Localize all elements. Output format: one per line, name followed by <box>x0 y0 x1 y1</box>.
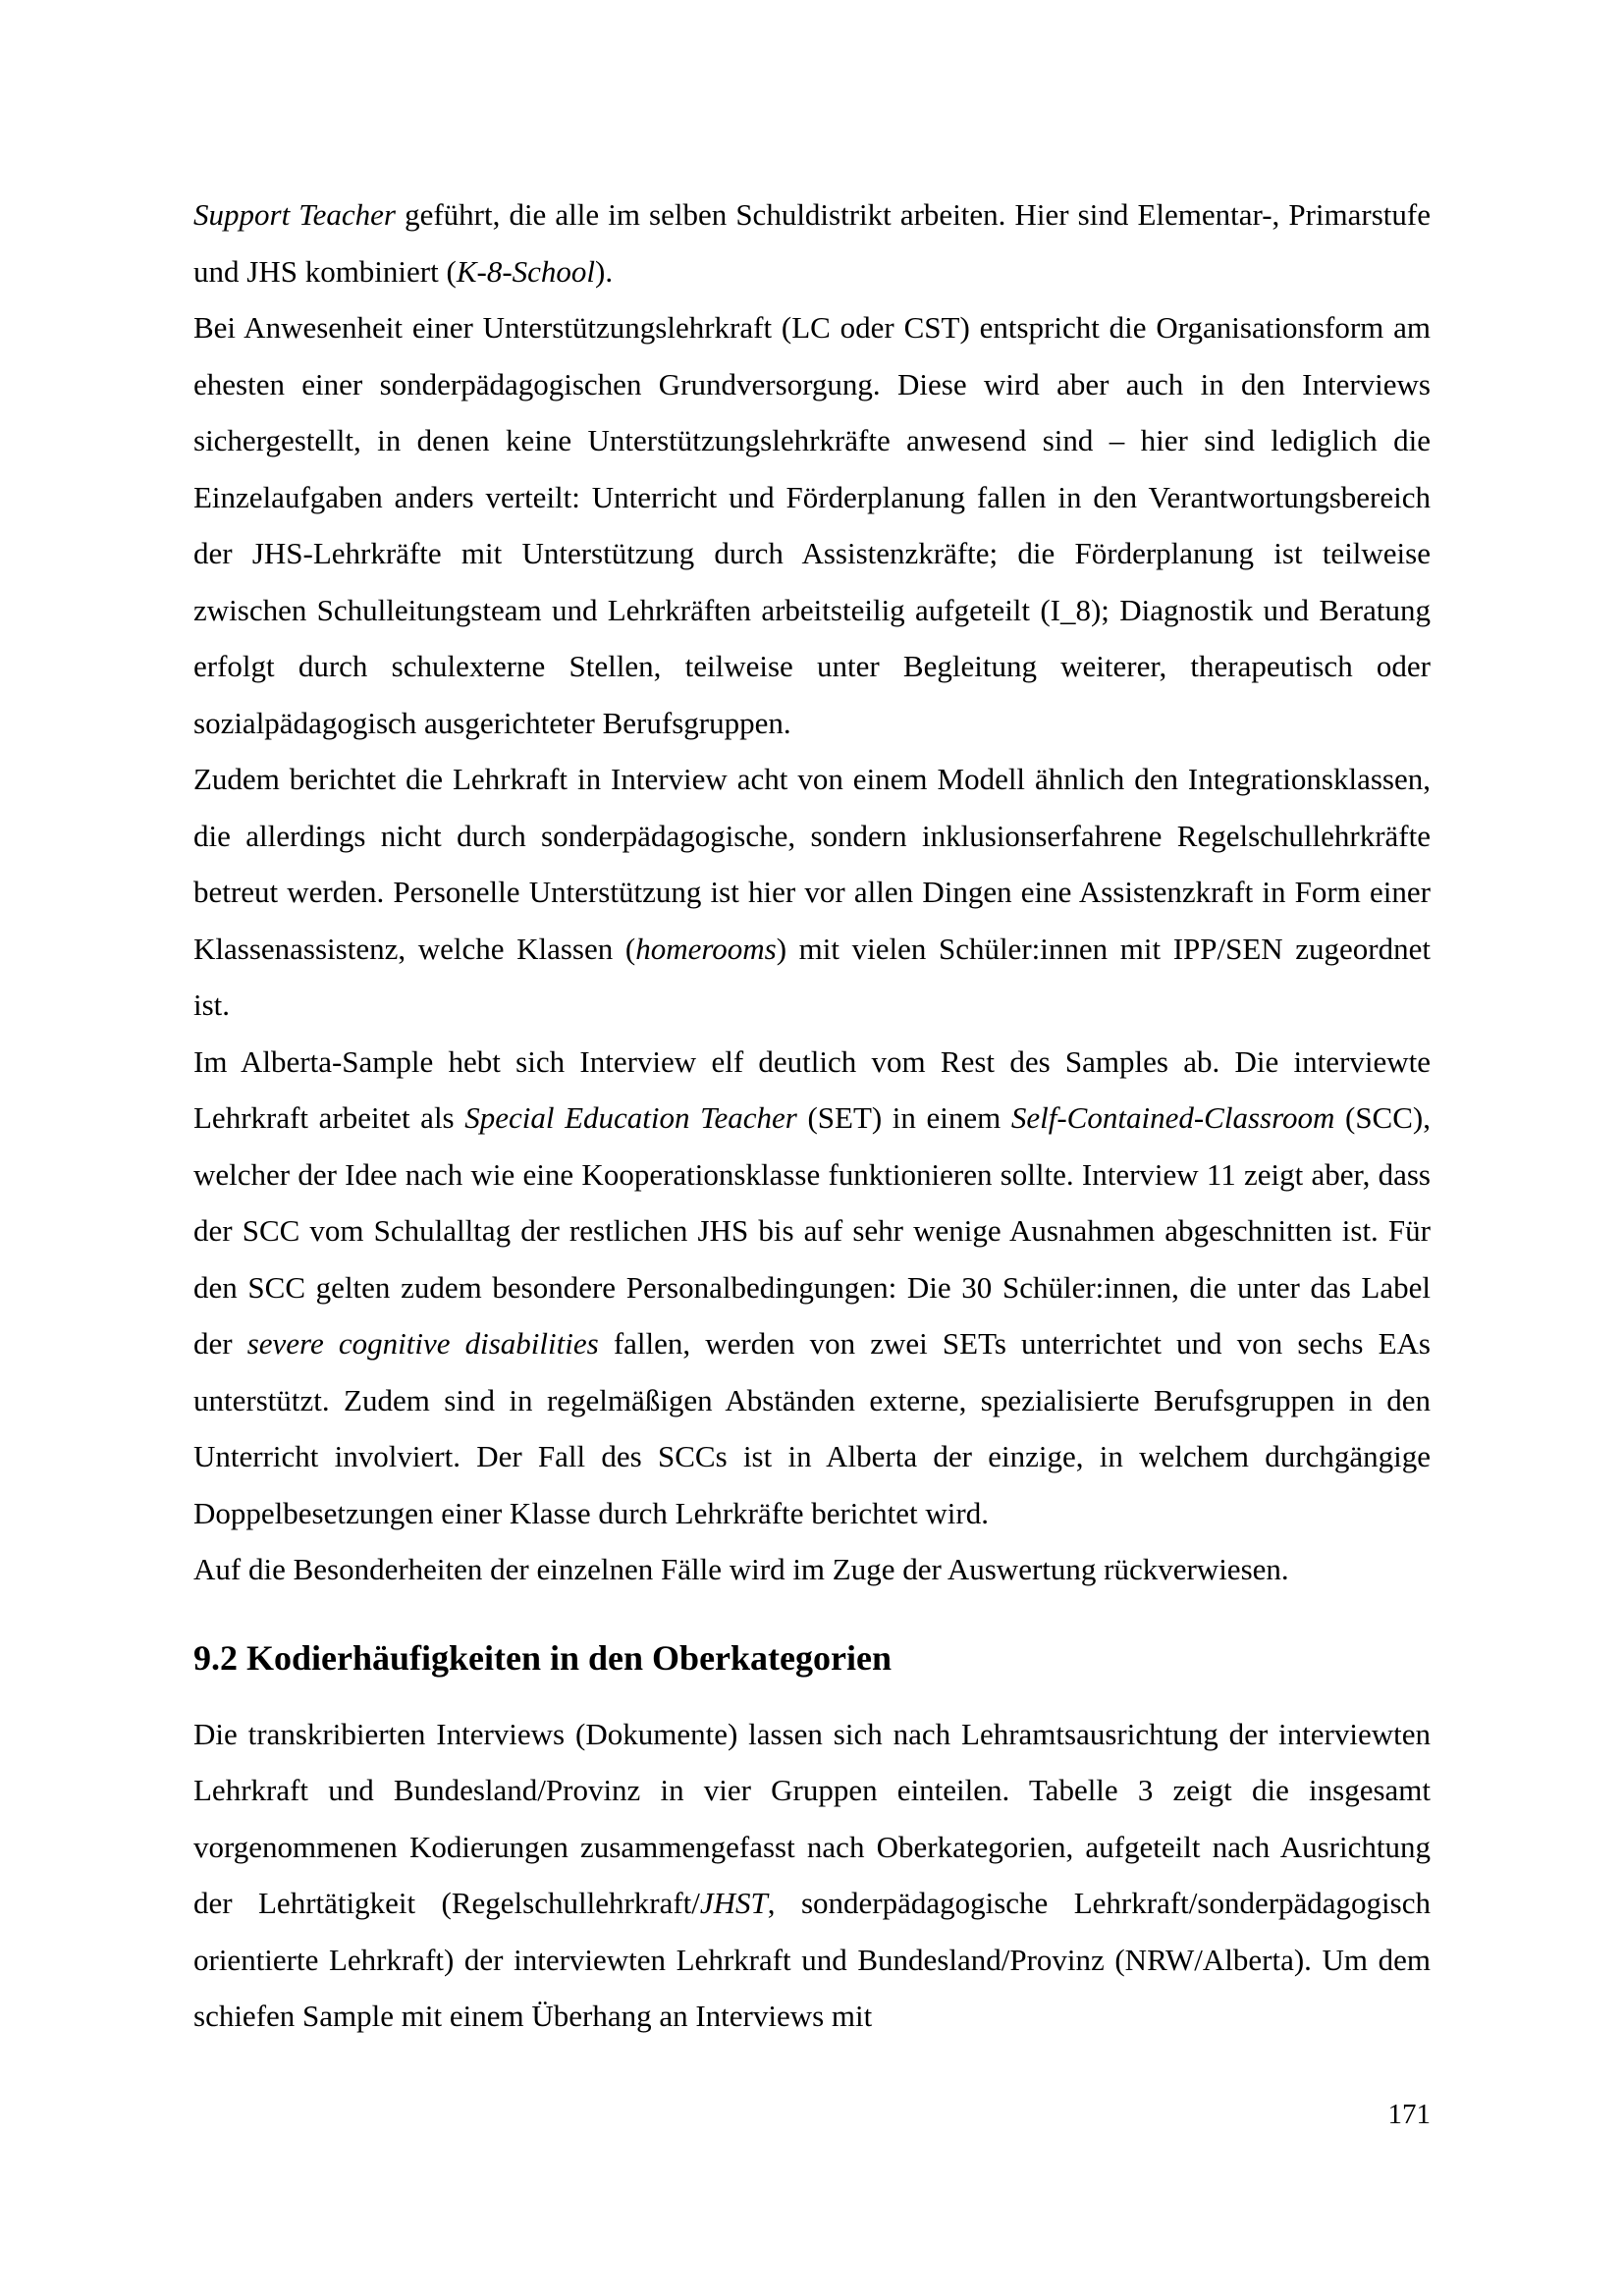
paragraph-unterstuetzung <box>193 299 1431 751</box>
paragraph-text: ) mit vielen Schüler:innen mit IPP/SEN zugeordnet ist. <box>193 931 1431 1022</box>
paragraph-text: ). <box>595 253 614 289</box>
paragraph-text: geführt, die alle im selben Schuldistrikt arbeiten. Hier sind Elementar-, Primarstufe und JHS kombiniert ( <box>193 197 1431 289</box>
italic-term: Support Teacher <box>193 197 396 232</box>
paragraph-text: (SCC), welcher der Idee nach wie eine Kooperationsklasse funktionieren sollte. Interview 11 zeigt aber, dass der SCC vom Schulalltag der restlichen JHS bis auf sehr wenige Ausnahmen abgeschnitten ist. Für den SCC gelten zudem besondere Personalbedingungen: Die 30 Schüler:innen, die unter das Label der <box>193 1100 1431 1361</box>
italic-term: Special Education Teacher <box>464 1100 797 1135</box>
italic-term: Self-Contained-Classroom <box>1010 1100 1335 1135</box>
paragraph-text: fallen, werden von zwei SETs unterrichtet und von sechs EAs unterstützt. Zudem sind in regelmäßigen Abständen externe, spezialisierte Berufsgruppen in den Unterricht involviert. Der Fall des SCCs ist in Alberta der einzige, in welchem durchgängige Doppelbesetzungen einer Klasse durch Lehrkräfte berichtet wird. <box>193 1326 1431 1530</box>
paragraph-text: , sonderpädagogische Lehrkraft/sonderpädagogisch orientierte Lehrkraft) der interviewten Lehrkraft und Bundesland/Provinz (NRW/Alberta). Um dem schiefen Sample mit einem Überhang an Interviews mit <box>193 1886 1431 2033</box>
paragraph-integrationsklassen <box>193 751 1431 1034</box>
paragraph-text: Im Alberta-Sample hebt sich Interview elf deutlich vom Rest des Samples ab. Die interviewte Lehrkraft arbeitet als <box>193 1043 1431 1135</box>
paragraph-text: Zudem berichtet die Lehrkraft in Interview acht von einem Modell ähnlich den Integrationsklassen, die allerdings nicht durch sonderpädagogische, sondern inklusionserfahrene Regelschullehrkräfte betreut werden. Personelle Unterstützung ist hier vor allen Dingen eine Assistenzkraft in Form einer Klassenassistenz, welche Klassen ( <box>193 762 1431 966</box>
italic-term: K-8-School <box>456 253 596 289</box>
italic-term: JHST <box>699 1886 768 1920</box>
paragraph-text: (SET) in einem <box>796 1100 1011 1135</box>
page-number: 171 <box>1387 2099 1431 2130</box>
paragraph-text: Die transkribierten Interviews (Dokumente) lassen sich nach Lehramtsausrichtung der interviewten Lehrkraft und Bundesland/Provinz in vier Gruppen einteilen. Tabelle 3 zeigt die insgesamt vorgenommenen Kodierungen zusammengefasst nach Oberkategorien, aufgeteilt nach Ausrichtung der Lehrtätigkeit (Regelschullehrkraft/ <box>193 1716 1431 1920</box>
paragraph-besonderheiten <box>193 1541 1431 1598</box>
paragraph-text: Auf die Besonderheiten der einzelnen Fälle wird im Zuge der Auswertung rückverwiesen. <box>193 1552 1289 1586</box>
paragraph-alberta-sample <box>193 1034 1431 1542</box>
paragraph-kodierungen <box>193 1706 1431 2045</box>
italic-term: homerooms <box>635 931 777 966</box>
section-heading: 9.2 Kodierhäufigkeiten in den Oberkategorien <box>193 1637 892 1678</box>
italic-term: severe cognitive disabilities <box>246 1326 599 1361</box>
paragraph-support-teacher <box>193 187 1431 299</box>
page-body <box>193 187 1431 2045</box>
paragraph-text: Bei Anwesenheit einer Unterstützungslehrkraft (LC oder CST) entspricht die Organisationsform am ehesten einer sonderpädagogischen Grundversorgung. Diese wird aber auch in den Interviews sichergestellt, in denen keine Unterstützungslehrkräfte anwesend sind – hier sind lediglich die Einzelaufgaben anders verteilt: Unterricht und Förderplanung fallen in den Verantwortungsbereich der JHS-Lehrkräfte mit Unterstützung durch Assistenzkräfte; die Förderplanung ist teilweise zwischen Schulleitungsteam und Lehrkräften arbeitsteilig aufgeteilt (I_8); Diagnostik und Beratung erfolgt durch schulexterne Stellen, teilweise unter Begleitung weiterer, therapeutisch oder sozialpädagogisch ausgerichteter Berufsgruppen. <box>193 310 1431 740</box>
